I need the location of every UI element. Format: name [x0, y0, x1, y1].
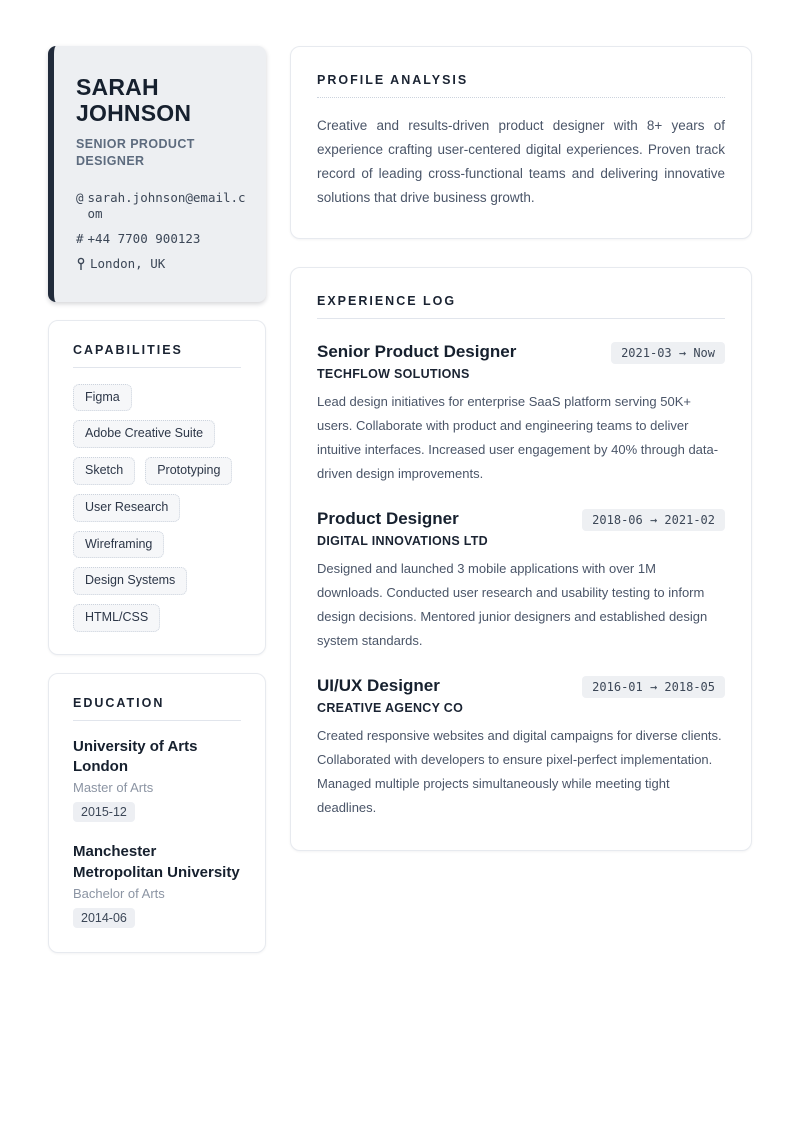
profile-summary: Creative and results-driven product designer with 8+ years of experience crafting user-centered digital experiences. Proven track record of leading cross-functional teams and delivering innovative solutions that drive business growth. [317, 118, 725, 205]
skill-tag: Design Systems [73, 567, 187, 595]
skill-tag: Sketch [73, 457, 135, 485]
job-description: Created responsive websites and digital campaigns for diverse clients. Collaborated with developers to ensure pixel-perfect implementation. Managed multiple projects simultaneously while meeting tight deadlines. [317, 728, 722, 815]
contact-email [76, 190, 246, 223]
experience-card [290, 267, 752, 851]
experience-entry [317, 508, 725, 653]
email-value: sarah.johnson@email.com [87, 189, 246, 221]
person-title: SENIOR PRODUCT DESIGNER [76, 136, 195, 168]
education-entry [73, 842, 241, 928]
experience-entry-header [317, 675, 725, 698]
job-period-badge: 2018-06 → 2021-02 [582, 509, 725, 531]
education-card [48, 673, 266, 953]
skill-tag: Adobe Creative Suite [73, 420, 215, 448]
job-role: UI/UX Designer [317, 676, 440, 695]
skill-tag: Figma [73, 384, 132, 412]
experience-entry [317, 341, 725, 486]
education-date-badge: 2014-06 [73, 908, 135, 928]
location-pin-icon [76, 257, 86, 275]
phone-value: +44 7700 900123 [87, 231, 201, 247]
education-heading: EDUCATION [73, 696, 241, 721]
job-period-badge: 2021-03 → Now [611, 342, 725, 364]
education-degree: Bachelor of Arts [73, 885, 165, 901]
left-column [48, 46, 266, 953]
job-period-badge: 2016-01 → 2018-05 [582, 676, 725, 698]
education-degree: Master of Arts [73, 780, 154, 796]
skill-tag: HTML/CSS [73, 604, 160, 632]
contact-list [76, 190, 246, 276]
education-school: University of Arts London [73, 737, 198, 776]
job-company: CREATIVE AGENCY CO [317, 701, 464, 715]
experience-entry-header [317, 341, 725, 364]
job-company: DIGITAL INNOVATIONS LTD [317, 534, 489, 548]
contact-location [76, 256, 246, 275]
experience-heading: EXPERIENCE LOG [317, 294, 725, 319]
job-description: Designed and launched 3 mobile applications with over 1M downloads. Conducted user research and usability testing to inform design decisions. Mentored junior designers and established design system standards. [317, 561, 708, 648]
job-company: TECHFLOW SOLUTIONS [317, 367, 470, 381]
skill-tag: User Research [73, 494, 180, 522]
contact-phone [76, 231, 246, 247]
identity-card [48, 46, 266, 302]
profile-heading: PROFILE ANALYSIS [317, 73, 725, 98]
person-name: SARAH JOHNSON [76, 74, 192, 127]
job-role: Senior Product Designer [317, 342, 517, 361]
experience-entry-header [317, 508, 725, 531]
job-role: Product Designer [317, 509, 459, 528]
right-column [290, 46, 752, 953]
location-value: London, UK [90, 256, 166, 272]
at-icon: @ [76, 189, 84, 205]
education-date-badge: 2015-12 [73, 802, 135, 822]
education-school: Manchester Metropolitan University [73, 843, 240, 881]
skill-tag: Prototyping [145, 457, 232, 485]
profile-analysis-card [290, 46, 752, 239]
education-entry [73, 737, 241, 823]
skill-tags [73, 384, 241, 632]
capabilities-heading: CAPABILITIES [73, 343, 241, 368]
capabilities-card [48, 320, 266, 655]
skill-tag: Wireframing [73, 531, 164, 559]
experience-entry [317, 675, 725, 820]
job-description: Lead design initiatives for enterprise SaaS platform serving 50K+ users. Collaborate with product and engineering teams to deliver intuitive interfaces. Increased user engagement by 40% through data-driven design improvements. [317, 394, 719, 481]
hash-icon: # [76, 231, 84, 247]
